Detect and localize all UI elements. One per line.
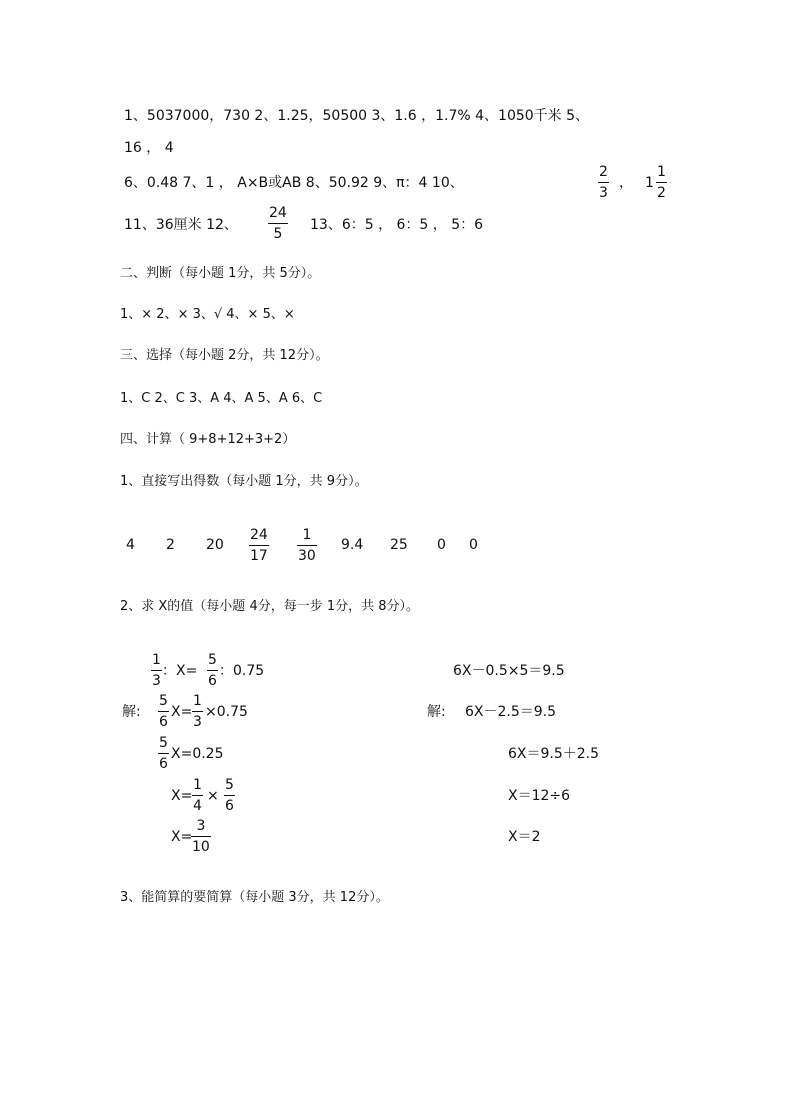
q10-whole-number: 1 (645, 175, 654, 191)
direct-answer-2: 2 (166, 537, 175, 553)
eq1-line5-head: X= (171, 829, 193, 845)
choice-heading: 三、选择（每小题 2分，共 12分）。 (120, 348, 329, 363)
eq2-line5: X＝2 (508, 829, 541, 845)
direct-answer-5-fraction: 1 30 (298, 527, 316, 564)
eq2-line1: 6X－0.5×5＝9.5 (453, 663, 565, 679)
choice-answers: 1、C 2、C 3、A 4、A 5、A 6、C (120, 391, 323, 406)
solve-x-heading: 2、求 X的值（每小题 4分，每一步 1分，共 8分）。 (120, 599, 420, 614)
eq2-line4: X＝12÷6 (508, 788, 571, 804)
direct-answer-1: 4 (126, 537, 135, 553)
eq1-line2-mid: X= (171, 704, 193, 720)
direct-answer-9: 0 (469, 537, 478, 553)
eq1-line2-fraction-1: 5 6 (159, 693, 168, 730)
eq1-line1-fraction-1: 1 3 (152, 652, 161, 689)
eq2-line2: 6X－2.5＝9.5 (465, 704, 557, 720)
eq1-line2-fraction-2: 1 3 (193, 693, 202, 730)
eq1-line1-fraction-2: 5 6 (208, 652, 217, 689)
fill-answers-line-4-end: 13、6：5 ， 6：5 ， 5：6 (310, 217, 484, 233)
eq1-line4-fraction-2: 5 6 (225, 777, 234, 814)
eq1-solution-label: 解: (122, 704, 141, 720)
eq1-line5-fraction: 3 10 (192, 818, 210, 855)
fill-answers-line-1: 1、5037000，730 2、1.25，50500 3、1.6 ，1.7% 4、1050千米 5、 (124, 108, 590, 124)
q10-fraction-1: 2 3 (599, 164, 608, 201)
q10-fraction-2: 1 2 (657, 164, 666, 201)
eq2-line3: 6X＝9.5＋2.5 (508, 746, 600, 762)
judgment-answers: 1、× 2、× 3、√ 4、× 5、× (120, 307, 295, 322)
direct-answer-8: 0 (437, 537, 446, 553)
direct-answer-3: 20 (206, 537, 224, 553)
eq1-line4-head: X= (171, 788, 193, 804)
eq1-line4-mid: × (207, 788, 219, 804)
simplify-heading: 3、能简算的要简算（每小题 3分，共 12分）。 (120, 890, 389, 905)
direct-answer-6: 9.4 (341, 537, 364, 553)
q10-separator: ， (619, 175, 633, 191)
judgment-heading: 二、判断（每小题 1分，共 5分）。 (120, 266, 321, 281)
eq1-line2-tail: ×0.75 (205, 704, 248, 720)
eq1-line3-tail: X=0.25 (171, 746, 224, 762)
fill-answers-line-4-start: 11、36厘米 12、 (124, 217, 238, 233)
eq1-line1-mid: ：X= (162, 663, 198, 679)
direct-answer-4-fraction: 24 17 (250, 527, 268, 564)
fill-answers-line-3: 6、0.48 7、1 ， A×B或AB 8、50.92 9、π：4 10、 (124, 175, 464, 191)
eq1-line1-tail: ：0.75 (219, 663, 265, 679)
calculation-heading: 四、计算（ 9+8+12+3+2） (120, 432, 296, 447)
eq1-line4-fraction-1: 1 4 (193, 777, 202, 814)
fill-answers-line-2: 16 ， 4 (124, 140, 174, 156)
direct-answers-heading: 1、直接写出得数（每小题 1分，共 9分）。 (120, 474, 368, 489)
direct-answer-7: 25 (390, 537, 408, 553)
eq1-line3-fraction: 5 6 (159, 735, 168, 772)
eq2-solution-label: 解: (427, 704, 446, 720)
q12-fraction: 24 5 (269, 205, 287, 242)
